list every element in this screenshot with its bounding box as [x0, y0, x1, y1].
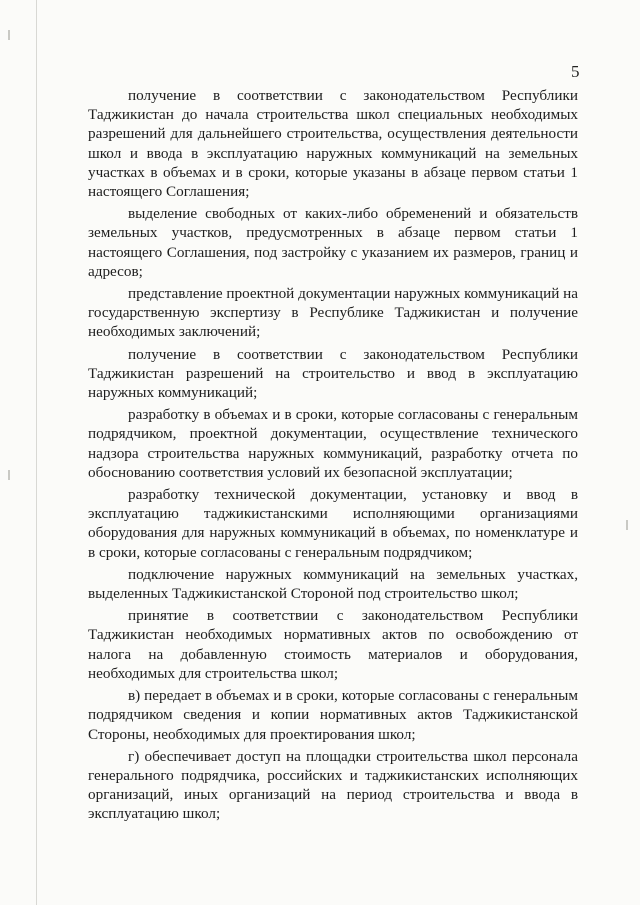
- paragraph: получение в соответствии с законодательством Республики Таджикистан до начала строительства школ специальных необходимых разрешений для дальнейшего строительства, осуществления деятельности школ и ввода в эксплуатацию наружных коммуникаций на земельных участках в объемах и в сроки, которые указаны в абзаце первом статьи 1 настоящего Соглашения;: [88, 87, 578, 201]
- paragraph: г) обеспечивает доступ на площадки строительства школ персонала генерального подрядчика, российских и таджикистанских исполняющих организаций, иных организаций на период строительства и ввода в эксплуатацию школ;: [88, 747, 578, 823]
- paragraph: в) передает в объемах и в сроки, которые согласованы с генеральным подрядчиком сведения и копии нормативных актов Таджикистанской Стороны, необходимых для проектирования школ;: [88, 687, 578, 743]
- page-number: 5: [571, 62, 580, 81]
- scan-edge-line: [36, 0, 37, 905]
- document-body: [88, 86, 578, 827]
- paragraph: получение в соответствии с законодательством Республики Таджикистан разрешений на строительство и ввод в эксплуатацию наружных коммуникаций;: [88, 345, 578, 402]
- paragraph: представление проектной документации наружных коммуникаций на государственную экспертизу в Республике Таджикистан и получение необходимых заключений;: [88, 285, 578, 341]
- scan-mark: [626, 520, 628, 530]
- scan-mark: [8, 30, 10, 40]
- paragraph: принятие в соответствии с законодательством Республики Таджикистан необходимых нормативных актов по освобождению от налога на добавленную стоимость материалов и оборудования, необходимых для строительства школ;: [88, 607, 578, 682]
- scan-mark: [8, 470, 10, 480]
- paragraph: выделение свободных от каких-либо обременений и обязательств земельных участков, предусмотренных в абзаце первом статьи 1 настоящего Соглашения, под застройку с указанием их размеров, границ и адресов;: [88, 205, 578, 280]
- paragraph: разработку в объемах и в сроки, которые согласованы с генеральным подрядчиком, проектной документации, осуществление технического надзора строительства наружных коммуникаций, разработку отчета по обоснованию соответствия условий их безопасной эксплуатации;: [88, 406, 578, 481]
- paragraph: разработку технической документации, установку и ввод в эксплуатацию таджикистанскими исполняющими организациями оборудования для наружных коммуникаций в объемах, по номенклатуре и в сроки, которые согласованы с генеральным подрядчиком;: [88, 486, 578, 561]
- paragraph: подключение наружных коммуникаций на земельных участках, выделенных Таджикистанской Стороной под строительство школ;: [88, 565, 578, 603]
